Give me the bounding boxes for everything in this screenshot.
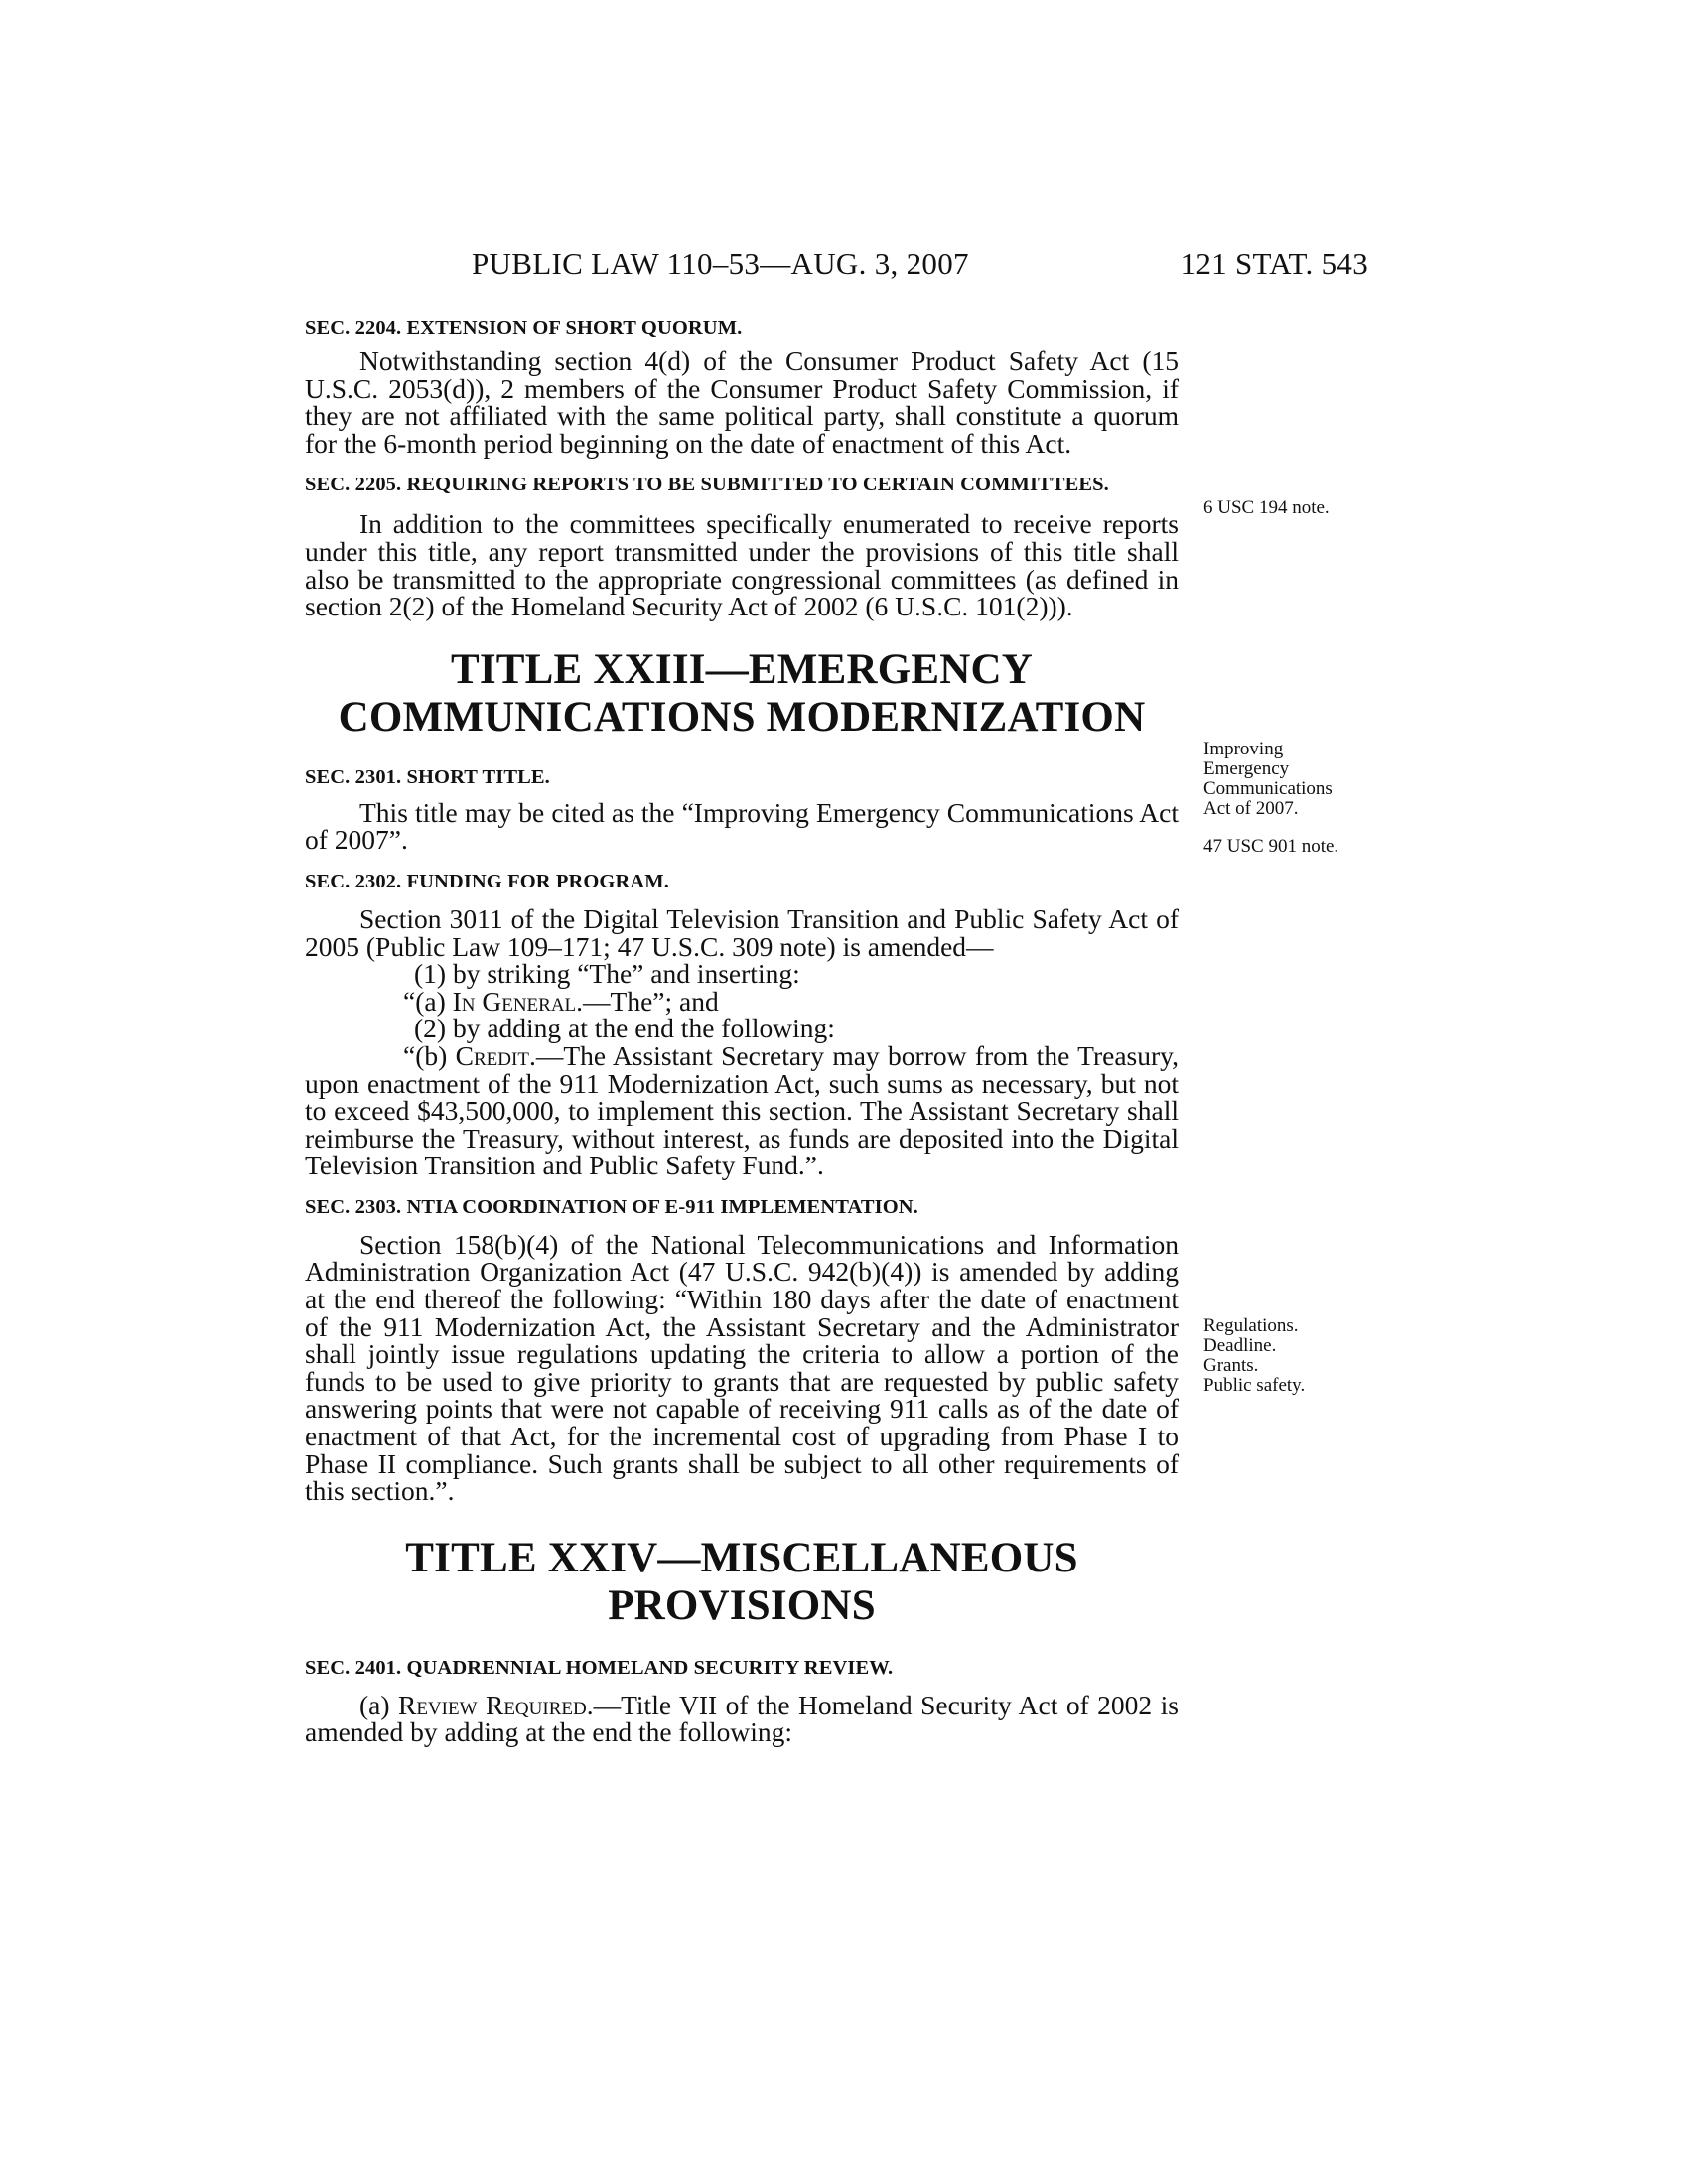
section-2302-item-2: (2) by adding at the end the following:	[414, 1013, 835, 1044]
section-2301-text: This title may be cited as the “Improving Emergency Communications Act of 2007”.	[305, 796, 1179, 856]
section-2303-text: Section 158(b)(4) of the National Telecommunications and Information Administration Organization Act (47 U.S.C. 942(b)(4)) is amended by adding at the end thereof the following: “Within 180 days after the date of enactment of the 911 Modernization Act, the Assistant Secretary and the Administrator shall jointly issue regulations updating the criteria to allow a portion of the funds to be used to give priority to grants that are requested by public safety answering points that were not capable of receiving 911 calls as of the date of enactment of that Act, for the incremental cost of upgrading from Phase I to Phase II compliance. Such grants shall be subject to all other requirements of this section.”.	[305, 1228, 1179, 1507]
section-2205-heading: SEC. 2205. REQUIRING REPORTS TO BE SUBMITTED TO CERTAIN COMMITTEES.	[305, 474, 1109, 496]
section-2401-text: (a) Review Required.—Title VII of the Homeland Security Act of 2002 is amended by adding at the end the following:	[305, 1689, 1179, 1748]
section-2302-item-a: “(a) In General.—The”; and	[403, 985, 719, 1017]
margin-note-6-usc-194: 6 USC 194 note.	[1203, 497, 1330, 518]
section-2302-item-1: (1) by striking “The” and inserting:	[414, 958, 800, 990]
running-header	[298, 246, 1368, 286]
section-2204-text: Notwithstanding section 4(d) of the Consumer Product Safety Act (15 U.S.C. 2053(d)), 2 members of the Consumer Product Safety Commission, if they are not affiliated with the same political party, shall constitute a quorum for the 6-month period beginning on the date of enactment of this Act.	[305, 345, 1179, 459]
title-xxiv-line-2: PROVISIONS	[608, 1581, 876, 1629]
section-2205-text: In addition to the committees specifically enumerated to receive reports under this title, any report transmitted under the provisions of this title shall also be transmitted to the appropriate congressional committees (as defined in section 2(2) of the Homeland Security Act of 2002 (6 U.S.C. 101(2))).	[305, 508, 1179, 622]
section-2204-heading: SEC. 2204. EXTENSION OF SHORT QUORUM.	[305, 317, 743, 339]
section-2302-heading: SEC. 2302. FUNDING FOR PROGRAM.	[305, 870, 669, 892]
section-2301-heading: SEC. 2301. SHORT TITLE.	[305, 765, 550, 788]
public-law-citation: PUBLIC LAW 110–53—AUG. 3, 2007	[472, 246, 969, 281]
title-xxiii-line-1: TITLE XXIII—EMERGENCY	[450, 645, 1033, 693]
margin-note-short-title: Improving Emergency Communications Act of 2007.	[1203, 739, 1333, 819]
main-text-column	[305, 316, 1179, 1746]
section-2303-heading: SEC. 2303. NTIA COORDINATION OF E-911 IMPLEMENTATION.	[305, 1195, 918, 1218]
section-2401-heading: SEC. 2401. QUADRENNIAL HOMELAND SECURITY REVIEW.	[305, 1656, 894, 1679]
statute-page-number: 121 STAT. 543	[1180, 246, 1368, 281]
margin-note-47-usc-901: 47 USC 901 note.	[1203, 836, 1339, 857]
title-xxiii-line-2: COMMUNICATIONS MODERNIZATION	[338, 693, 1146, 741]
section-2302-item-b: “(b) Credit.—The Assistant Secretary may borrow from the Treasury, upon enactment of the 911 Modernization Act, such sums as necessary, but not to exceed $43,500,000, to implement this section. The Assistant Secretary shall reimburse the Treasury, without interest, as funds are deposited into the Digital Television Transition and Public Safety Fund.”.	[305, 1039, 1180, 1181]
margin-note-topics: Regulations. Deadline. Grants. Public safety.	[1203, 1315, 1306, 1396]
title-xxiv-line-1: TITLE XXIV—MISCELLANEOUS	[405, 1534, 1078, 1581]
section-2302-text: Section 3011 of the Digital Television Transition and Public Safety Act of 2005 (Public Law 109–171; 47 U.S.C. 309 note) is amended—	[305, 902, 1179, 962]
